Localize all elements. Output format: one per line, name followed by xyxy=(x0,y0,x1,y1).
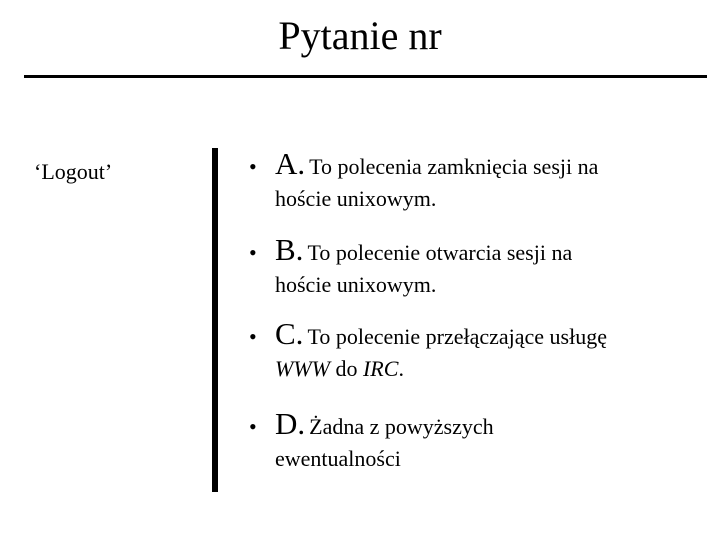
option-a-letter: A. xyxy=(275,146,306,181)
title-underline xyxy=(24,75,707,78)
option-c-do: do xyxy=(329,356,363,381)
option-a-text: To polecenia zamknięcia sesji na xyxy=(309,154,599,179)
question-keyword: ‘Logout’ xyxy=(34,159,113,184)
bullet-icon: • xyxy=(249,240,257,265)
option-d-letter: D. xyxy=(275,406,306,441)
option-c-www: WWW xyxy=(275,356,330,381)
option-c-period: . xyxy=(398,356,404,381)
bullet-icon: • xyxy=(249,414,257,439)
slide-title: Pytanie nr xyxy=(278,13,442,58)
option-c-text: To polecenie przełączające usługę xyxy=(307,324,607,349)
option-d-text: Żadna z powyższych xyxy=(309,414,494,439)
option-b-text-cont: hoście unixowym. xyxy=(275,272,437,297)
option-b-text: To polecenie otwarcia sesji na xyxy=(307,240,573,265)
bullet-icon: • xyxy=(249,154,257,179)
option-a-text-cont: hoście unixowym. xyxy=(275,186,437,211)
vertical-divider xyxy=(212,148,218,492)
option-c-text-cont xyxy=(275,354,404,384)
option-b-letter: B. xyxy=(275,232,304,267)
option-d-text-cont: ewentualności xyxy=(275,446,401,471)
option-c-irc: IRC xyxy=(362,356,399,381)
option-c-letter: C. xyxy=(275,316,304,351)
bullet-icon: • xyxy=(249,324,257,349)
